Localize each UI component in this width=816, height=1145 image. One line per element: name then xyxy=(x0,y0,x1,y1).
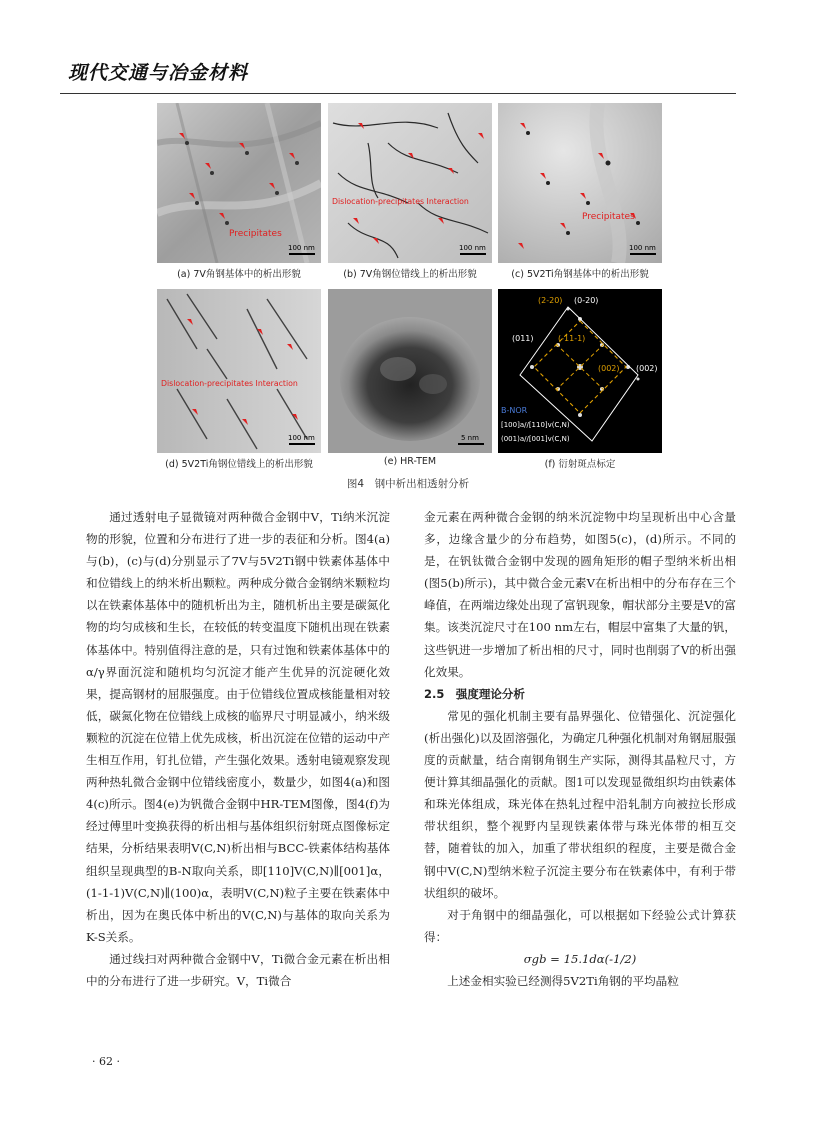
scale-bar-d: 100 nm xyxy=(288,434,315,442)
tem-panel-d xyxy=(157,289,321,453)
caption-b: (b) 7V角钢位错线上的析出形貌 xyxy=(343,269,477,280)
right-paragraph-2: 常见的强化机制主要有晶界强化、位错强化、沉淀强化(析出强化)以及固溶强化，为确定几种强化机制对角钢屈服强度的贡献量，结合南钢角钢生产实际，测得其晶粒尺寸，方便计算其细晶强化的贡献。图1可以发现显微组织均由铁素体和珠光体组成，珠光体在热轧过程中沿轧制方向被拉长形成带状组织，整个视野内呈现铁素体带与珠光体带的相互交替，随着钛的加入，加重了带状组织的程度，主要是微合金钢中V(C,N)型纳米粒子沉淀主要分布在铁素体中，有利于带状组织的破坏。 xyxy=(424,708,736,900)
spot-label-11-1: (-11-1) xyxy=(558,334,586,343)
orientation-relation-1: [100]a//[110]v(C,N) xyxy=(501,421,570,429)
caption-c: (c) 5V2Ti角钢基体中的析出形貌 xyxy=(511,269,649,280)
interaction-label-b: Dislocation-precipitates Interaction xyxy=(332,197,469,206)
caption-e: (e) HR-TEM xyxy=(383,456,437,467)
left-paragraph-2: 通过线扫对两种微合金钢中V，Ti微合金元素在析出相中的分布进行了进一步研究。V，Ti微合 xyxy=(86,951,390,988)
tem-panel-a xyxy=(157,103,321,263)
section-heading: 2.5 强度理论分析 xyxy=(424,686,525,701)
zone-axis-label: B-NOR xyxy=(501,406,528,415)
tem-panel-c xyxy=(498,103,662,263)
page-number: · 62 · xyxy=(92,1055,120,1068)
right-paragraph-1: 金元素在两种微合金钢的纳米沉淀物中均呈现析出中心含量多，边缘含量少的分布趋势，如图5(c)，(d)所示。不同的是，在钒钛微合金钢中发现的圆角矩形的帽子型纳米析出相(图5(b)所示)，其中微合金元素V在析出相中的分布存在三个峰值，在两端边缘处出现了富钒现象，帽状部分主要是V的富集。该类沉淀尺寸在100 nm左右，帽层中富集了大量的钒，这些钒进一步增加了析出相的尺寸，同时也削弱了V的析出强化效果。 xyxy=(424,510,736,679)
formula: σgb = 15.1dα(-1/2) xyxy=(523,951,637,966)
right-column xyxy=(424,506,736,992)
orientation-relation-2: (001)a//[001]v(C,N) xyxy=(501,435,570,443)
caption-d: (d) 5V2Ti角钢位错线上的析出形貌 xyxy=(165,459,313,470)
spot-label-002-inner: (002) xyxy=(598,364,620,373)
spot-label-2-20: (2-20) xyxy=(538,296,563,305)
scale-bar-e: 5 nm xyxy=(461,434,479,442)
precipitates-label-a: Precipitates xyxy=(229,229,282,239)
left-column xyxy=(86,506,390,992)
right-paragraph-4: 上述金相实验已经测得5V2Ti角钢的平均晶粒 xyxy=(447,973,679,988)
spot-label-011: (011) xyxy=(512,334,534,343)
spot-label-002-outer: (002) xyxy=(636,364,658,373)
left-paragraph-1: 通过透射电子显微镜对两种微合金钢中V，Ti纳米沉淀物的形貌，位置和分布进行了进一步的表征和分析。图4(a)与(b)，(c)与(d)分别显示了7V与5V2Ti钢中铁素体基体中和位错线上的纳米析出颗粒。两种成分微合金钢纳米颗粒均以在铁素体基体中的随机析出为主，随机析出主要是碳氮化物的均匀成核和生长，在较低的转变温度下随机出现在铁素体基体中。特别值得注意的是，只有过饱和铁素体基体中的α/γ界面沉淀和随机均匀沉淀才能产生优异的沉淀硬化效果，提高钢材的屈服强度。由于位错线位置成核能量相对较低，碳氮化物在位错线上成核的临界尺寸明显减小，纳米级颗粒的沉淀在位错上优先成核，析出沉淀在位错的运动中产生相互作用，钉扎位错，产生强化效果。透射电镜观察发现两种热轧微合金钢中位错线密度小，数量少，如图4(a)和图4(c)所示。图4(e)为钒微合金钢中HR-TEM图像，图4(f)为经过傅里叶变换获得的析出相与基体组织衍射斑点图像标定结果，分析结果表明V(C,N)析出相与BCC-铁素体结构基体组织呈现典型的B-N取向关系，即[110]V(C,N)∥[001]α，(1-1-1)V(C,N)∥(100)α，表明V(C,N)粒子主要在铁素体中析出，因为在奥氏体中析出的V(C,N)与基体的取向关系为K-S关系。 xyxy=(86,510,390,944)
spot-label-0-20: (0-20) xyxy=(574,296,599,305)
hrtem-panel-e xyxy=(328,289,492,453)
scale-bar-b: 100 nm xyxy=(459,244,486,252)
right-paragraph-3: 对于角钢中的细晶强化，可以根据如下经验公式计算获得： xyxy=(424,907,736,944)
interaction-label-d: Dislocation-precipitates Interaction xyxy=(161,379,298,388)
caption-a: (a) 7V角钢基体中的析出形貌 xyxy=(177,269,301,280)
caption-f: (f) 衍射斑点标定 xyxy=(544,459,616,470)
scale-bar-a: 100 nm xyxy=(288,244,315,252)
scale-bar-c: 100 nm xyxy=(629,244,656,252)
diffraction-panel-f xyxy=(498,289,662,453)
precipitates-label-c: Precipitates xyxy=(582,212,635,222)
journal-logo: 现代交通与冶金材料 xyxy=(68,62,249,84)
header-rule xyxy=(60,93,736,94)
tem-panel-b xyxy=(328,103,492,263)
figure-title: 图4 钢中析出相透射分析 xyxy=(346,478,470,490)
